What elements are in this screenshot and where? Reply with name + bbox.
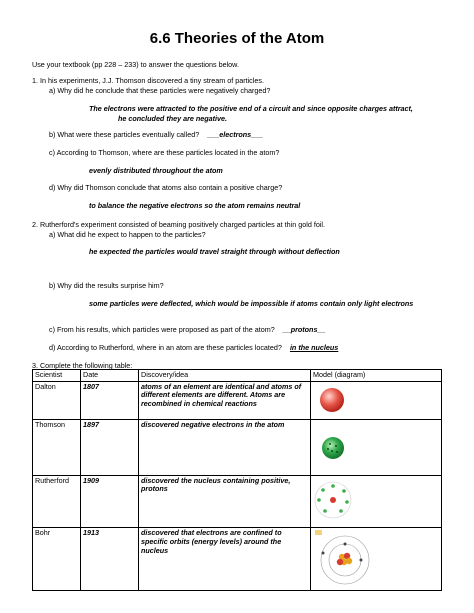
q1b-question: b) What were these particles eventually called? — [49, 130, 200, 139]
q2-stem: 2. Rutherford's experiment consisted of beaming positively charged particles at thin gold foil. — [32, 220, 326, 229]
header-model: Model (diagram) — [311, 370, 442, 382]
model-cell — [311, 420, 442, 476]
q3-stem: 3. Complete the following table: — [32, 361, 133, 370]
header-scientist: Scientist — [33, 370, 81, 382]
q2a-question: a) What did he expect to happen to the particles? — [49, 230, 206, 239]
q2c-answer: __protons__ — [282, 325, 326, 334]
q1a-question: a) Why did he conclude that these particles were negatively charged? — [49, 86, 271, 95]
q1c-answer: evenly distributed throughout the atom — [89, 166, 223, 175]
table-row — [33, 528, 442, 591]
date-cell: 1909 — [81, 475, 139, 528]
q1d-answer: to balance the negative electrons so the atom remains neutral — [89, 201, 301, 210]
header-discovery: Discovery/idea — [139, 370, 311, 382]
instructions: Use your textbook (pp 228 – 233) to answer the questions below. — [32, 60, 239, 69]
scientist-cell: Dalton — [33, 381, 81, 420]
idea-cell: discovered that electrons are confined to specific orbits (energy levels) around the nucleus — [139, 528, 311, 591]
date-cell: 1897 — [81, 420, 139, 476]
idea-cell: discovered the nucleus containing positive, protons — [139, 475, 311, 528]
scientist-table — [32, 369, 442, 591]
q1a-answer-line1: The electrons were attracted to the positive end of a circuit and since opposite charges attract, — [89, 104, 413, 113]
scientist-cell: Bohr — [33, 528, 81, 591]
scientist-cell: Rutherford — [33, 475, 81, 528]
q2c-line — [49, 325, 325, 334]
q1d-question: d) Why did Thomson conclude that atoms also contain a positive charge? — [49, 183, 283, 192]
table-header-row — [33, 370, 442, 382]
plum-pudding-model-icon — [313, 421, 439, 471]
q2d-line — [49, 343, 338, 352]
q2b-question: b) Why did the results surprise him? — [49, 281, 164, 290]
table-row — [33, 420, 442, 476]
model-cell — [311, 381, 442, 420]
q2d-question: d) According to Rutherford, where in an atom are these particles located? — [49, 343, 282, 352]
q1a-answer-line2: he concluded they are negative. — [118, 114, 228, 123]
date-cell: 1807 — [81, 381, 139, 420]
idea-cell: atoms of an element are identical and atoms of different elements are different. Atoms are recombined in chemical reactions — [139, 381, 311, 420]
q1-stem: 1. In his experiments, J.J. Thomson discovered a tiny stream of particles. — [32, 76, 264, 85]
date-cell: 1913 — [81, 528, 139, 591]
page-title: 6.6 Theories of the Atom — [149, 30, 325, 47]
q2d-answer: in the nucleus — [289, 343, 339, 352]
header-date: Date — [81, 370, 139, 382]
q1c-question: c) According to Thomson, where are these particles located in the atom? — [49, 148, 280, 157]
q1b-line — [49, 130, 263, 139]
q1b-answer: ___electrons___ — [207, 130, 264, 139]
q2a-answer: he expected the particles would travel straight through without deflection — [89, 247, 340, 256]
q2b-answer: some particles were deflected, which would be impossible if atoms contain only light electrons — [89, 299, 414, 308]
idea-cell: discovered negative electrons in the atom — [139, 420, 311, 476]
nuclear-model-icon — [313, 477, 439, 524]
scientist-cell: Thomson — [33, 420, 81, 476]
q2c-question: c) From his results, which particles were proposed as part of the atom? — [49, 325, 275, 334]
bohr-model-icon — [313, 529, 439, 586]
model-cell — [311, 528, 442, 591]
model-cell — [311, 475, 442, 528]
solid-sphere-model-icon — [313, 383, 439, 416]
table-row — [33, 381, 442, 420]
table-row — [33, 475, 442, 528]
